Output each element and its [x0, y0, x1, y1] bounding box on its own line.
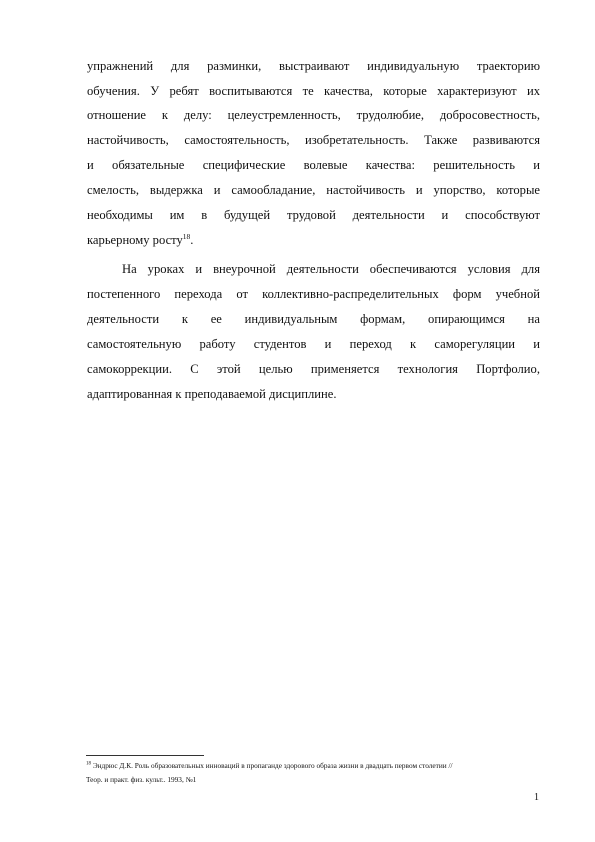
paragraph1-line-6: смелость, выдержка и самообладание, настойчивость и упорство, которые: [87, 183, 540, 197]
footnote-reference[interactable]: 18: [182, 231, 191, 241]
paragraph1-line-7: необходимы им в будущей трудовой деятельности и способствуют: [87, 208, 540, 222]
paragraph2-line-1: На уроках и внеурочной деятельности обеспечиваются условия для: [122, 262, 540, 276]
footnote-text-1: Эндрюс Д.К. Роль образовательных инноваций в пропаганде здорового образа жизни в двадцать первом столетии //: [92, 761, 453, 770]
paragraph2-line-2: постепенного перехода от коллективно-распределительных форм учебной: [87, 287, 540, 301]
paragraph2-line-6: адаптированная к преподаваемой дисциплине.: [87, 387, 337, 401]
footnote-line-1: [86, 760, 546, 772]
paragraph1-line-3: отношение к делу: целеустремленность, трудолюбие, добросовестность,: [87, 108, 540, 122]
paragraph1-last-text: карьерному росту: [87, 233, 183, 247]
paragraph1-line-1: упражнений для разминки, выстраивают индивидуальную траекторию: [87, 59, 540, 73]
footnote-separator: [86, 755, 204, 756]
paragraph1-line-4: настойчивость, самостоятельность, изобретательность. Также развиваются: [87, 133, 540, 147]
paragraph2-line-3: деятельности к ее индивидуальным формам, опирающимся на: [87, 312, 540, 326]
paragraph2-line-4: самостоятельную работу студентов и переход к саморегуляции и: [87, 337, 540, 351]
paragraph1-line-2: обучения. У ребят воспитываются те качества, которые характеризуют их: [87, 84, 540, 98]
paragraph1-line-8: [87, 230, 540, 250]
paragraph1-last-punctuation: .: [190, 233, 194, 247]
page-number: 1: [534, 792, 539, 803]
footnote-mark: 18: [86, 761, 91, 767]
paragraph1-line-5: и обязательные специфические волевые качества: решительность и: [87, 158, 540, 172]
paragraph2-line-5: самокоррекции. С этой целью применяется технология Портфолио,: [87, 362, 540, 376]
footnote-line-2: Теор. и практ. физ. культ.. 1993, №1: [86, 775, 197, 784]
